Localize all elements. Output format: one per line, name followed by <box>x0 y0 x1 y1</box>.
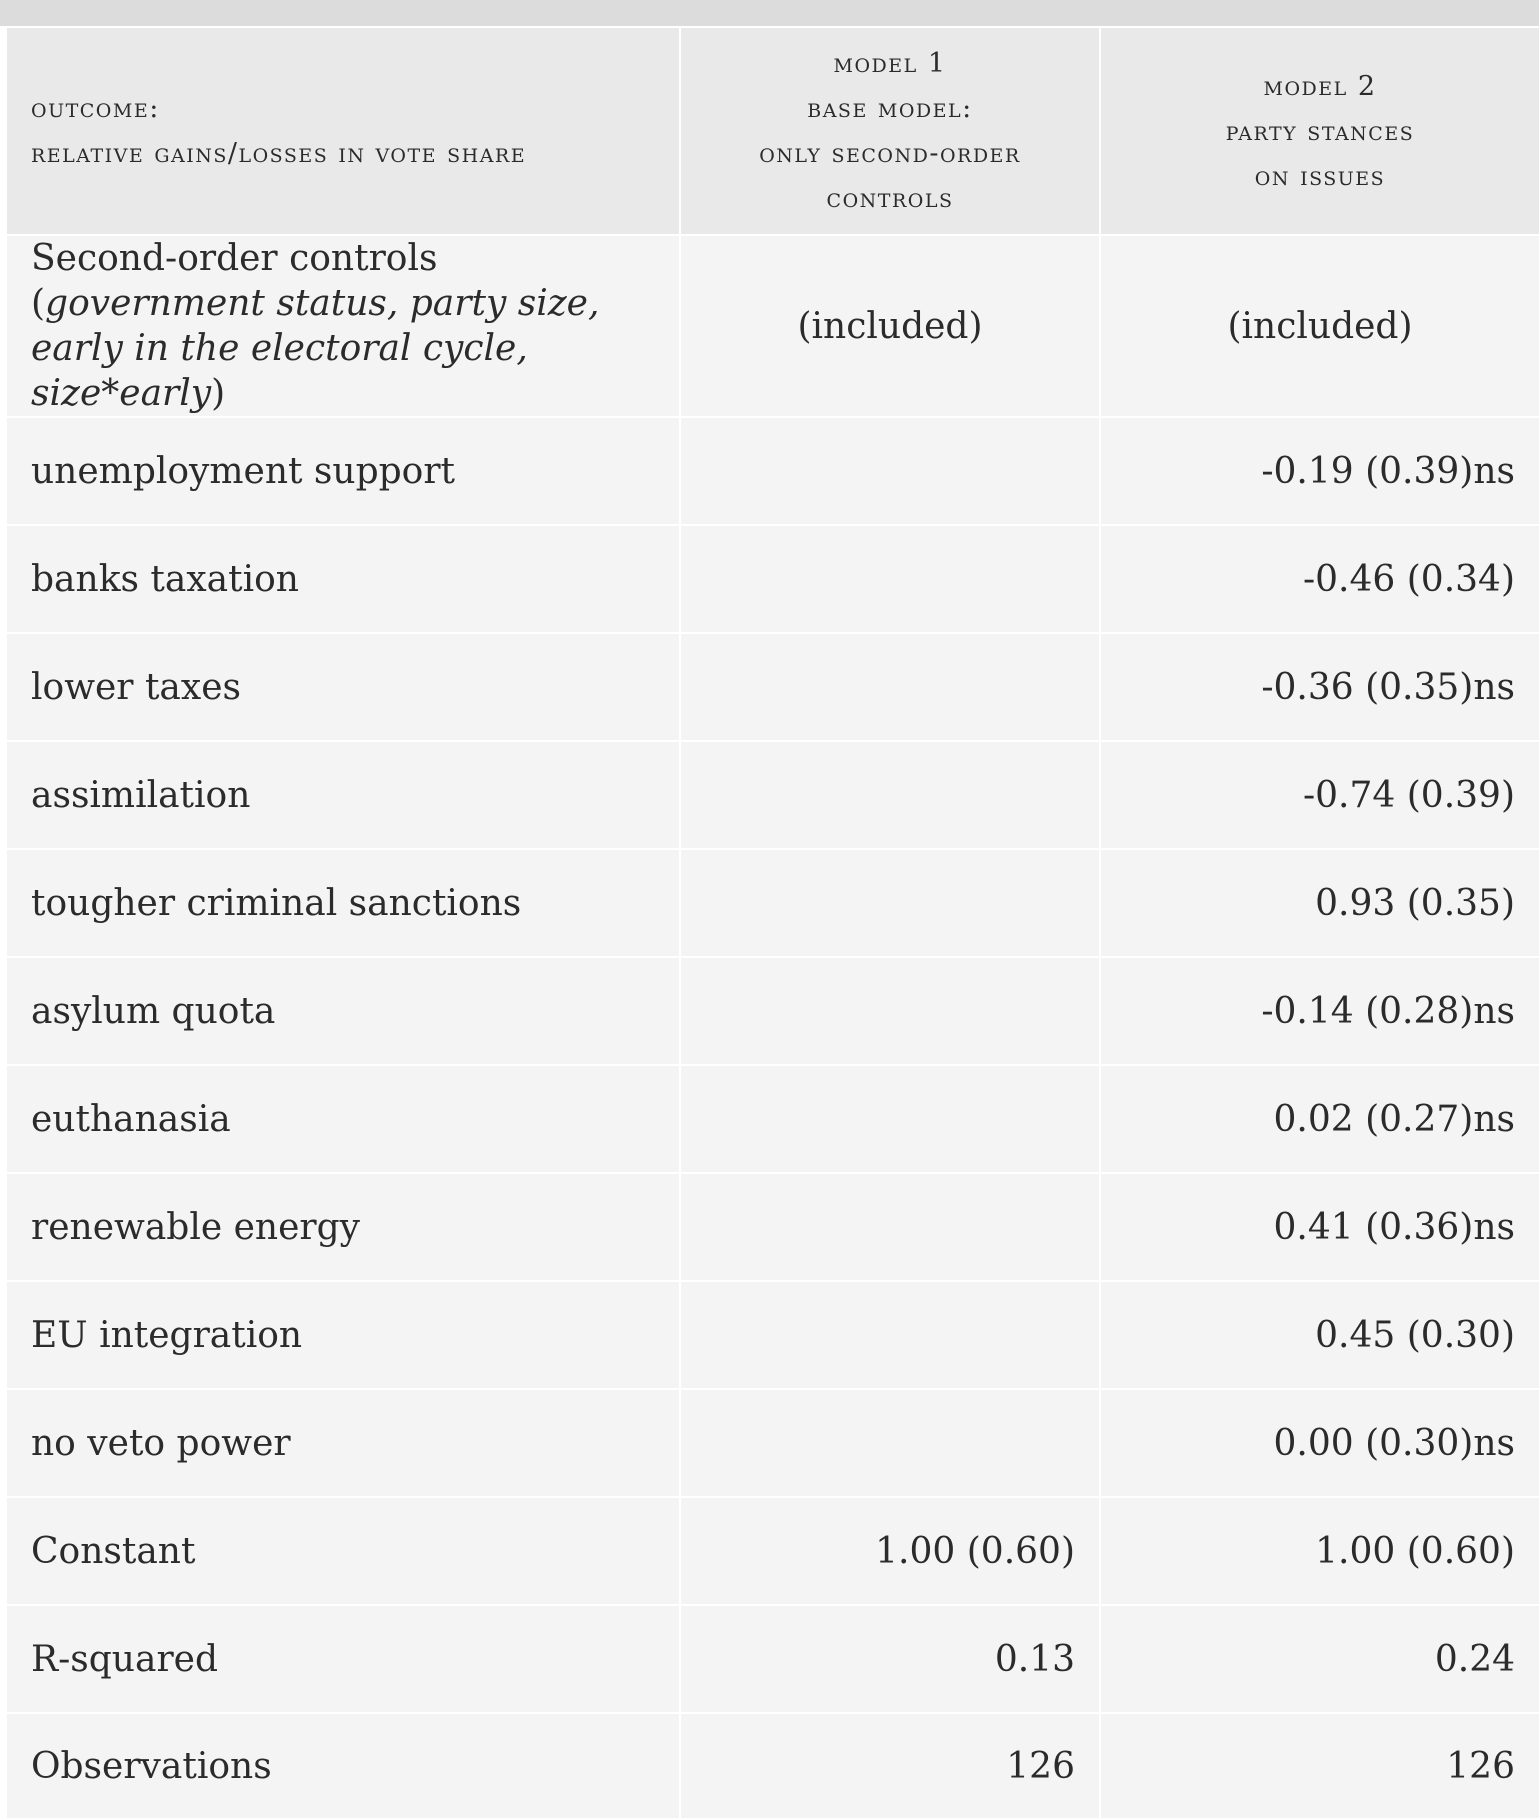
row-model-2-value: -0.19 (0.39)ns <box>1100 417 1539 525</box>
row-model-2-value: -0.46 (0.34) <box>1100 525 1539 633</box>
row-model-1-value <box>680 525 1100 633</box>
table-row <box>7 633 1539 741</box>
controls-label <box>7 235 680 417</box>
row-label: EU integration <box>7 1281 680 1389</box>
table-row <box>7 417 1539 525</box>
table-row <box>7 1605 1539 1713</box>
table-header <box>7 28 1539 235</box>
header-model-1-line: only second-order <box>759 138 1021 169</box>
row-label: banks taxation <box>7 525 680 633</box>
header-model-2-line: model 2 <box>1263 70 1377 102</box>
table-row <box>7 1497 1539 1605</box>
row-model-1-value <box>680 417 1100 525</box>
row-model-1-value <box>680 1281 1100 1389</box>
row-model-2-value: 0.93 (0.35) <box>1100 849 1539 957</box>
row-model-2-value: 0.02 (0.27)ns <box>1100 1065 1539 1173</box>
header-outcome-line: relative gains/losses in vote share <box>31 138 527 169</box>
row-model-1-value <box>680 1389 1100 1497</box>
row-label: no veto power <box>7 1389 680 1497</box>
row-model-1-value <box>680 633 1100 741</box>
regression-table-container <box>7 28 1539 1818</box>
table-row <box>7 957 1539 1065</box>
header-model-2-line: on issues <box>1254 160 1386 192</box>
header-model-1-line: model 1 <box>833 48 947 79</box>
table-body <box>7 235 1539 1818</box>
row-model-2-value: 0.41 (0.36)ns <box>1100 1173 1539 1281</box>
controls-label-suffix: ) <box>211 373 226 414</box>
row-model-1-value: 0.13 <box>680 1605 1100 1713</box>
header-model-1 <box>680 28 1100 235</box>
table-row <box>7 1389 1539 1497</box>
row-label: renewable energy <box>7 1173 680 1281</box>
header-model-1-line: base model: <box>807 93 973 124</box>
table-row <box>7 1065 1539 1173</box>
row-label: Observations <box>7 1713 680 1818</box>
row-model-1-value <box>680 1065 1100 1173</box>
row-model-1-value <box>680 741 1100 849</box>
row-model-2-value: -0.36 (0.35)ns <box>1100 633 1539 741</box>
header-outcome <box>7 28 680 235</box>
row-model-1-value <box>680 957 1100 1065</box>
header-row <box>7 28 1539 235</box>
row-label: Constant <box>7 1497 680 1605</box>
controls-model-2: (included) <box>1100 235 1539 417</box>
row-model-1-value: 126 <box>680 1713 1100 1818</box>
table-row <box>7 1281 1539 1389</box>
row-label: euthanasia <box>7 1065 680 1173</box>
row-label: lower taxes <box>7 633 680 741</box>
controls-label-italic: government status, party size, early in the electoral cycle, size*early <box>31 283 600 414</box>
row-label: unemployment support <box>7 417 680 525</box>
controls-row <box>7 235 1539 417</box>
header-model-2-line: party stances <box>1225 115 1415 147</box>
table-row <box>7 1713 1539 1818</box>
row-model-2-value: 0.24 <box>1100 1605 1539 1713</box>
row-model-2-value: 126 <box>1100 1713 1539 1818</box>
row-model-2-value: 1.00 (0.60) <box>1100 1497 1539 1605</box>
regression-table <box>7 28 1539 1818</box>
controls-model-1: (included) <box>680 235 1100 417</box>
row-label: tougher criminal sanctions <box>7 849 680 957</box>
top-strip <box>0 0 1539 26</box>
header-model-1-line: controls <box>826 183 954 214</box>
row-label: assimilation <box>7 741 680 849</box>
row-model-1-value <box>680 849 1100 957</box>
row-label: asylum quota <box>7 957 680 1065</box>
table-row <box>7 525 1539 633</box>
row-label: R-squared <box>7 1605 680 1713</box>
row-model-1-value <box>680 1173 1100 1281</box>
table-row <box>7 849 1539 957</box>
table-row <box>7 1173 1539 1281</box>
row-model-2-value: -0.14 (0.28)ns <box>1100 957 1539 1065</box>
row-model-2-value: 0.00 (0.30)ns <box>1100 1389 1539 1497</box>
row-model-2-value: -0.74 (0.39) <box>1100 741 1539 849</box>
table-row <box>7 741 1539 849</box>
row-model-1-value: 1.00 (0.60) <box>680 1497 1100 1605</box>
row-model-2-value: 0.45 (0.30) <box>1100 1281 1539 1389</box>
header-outcome-line: outcome: <box>31 93 160 124</box>
header-model-2 <box>1100 28 1539 235</box>
controls-label-prefix: Second-order controls ( <box>31 238 438 324</box>
